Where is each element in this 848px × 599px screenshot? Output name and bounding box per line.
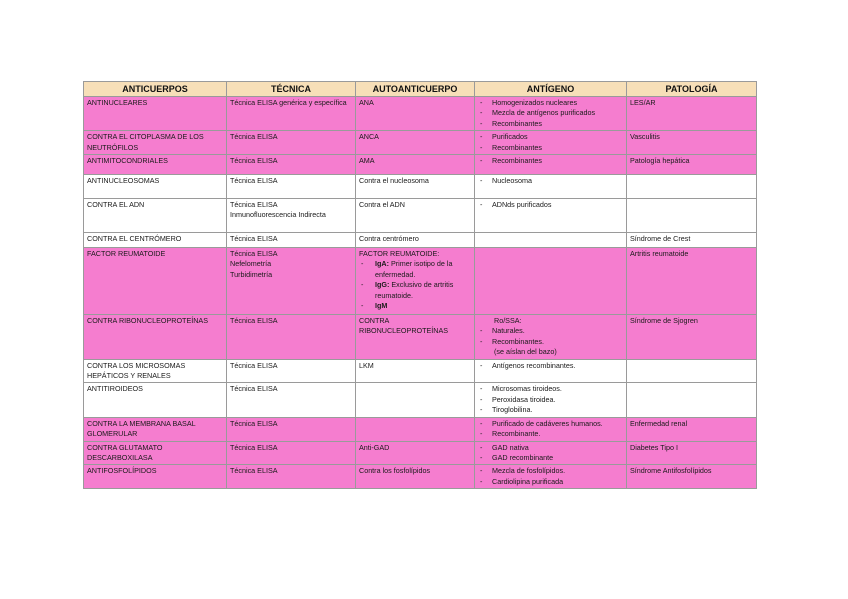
cell-autoanticuerpo: AMA — [356, 155, 475, 175]
list-item: - ADNds purificados — [478, 200, 623, 210]
cell-antigeno — [475, 359, 627, 383]
cell-patologia — [627, 175, 757, 199]
cell-patologia: Diabetes Tipo I — [627, 441, 757, 465]
cell-autoanticuerpo — [356, 383, 475, 417]
cell-anticuerpo: ANTITIROIDEOS — [84, 383, 227, 417]
list-item: - Recombinante. — [478, 429, 623, 439]
header-patologia: PATOLOGÍA — [627, 82, 757, 97]
cell-autoanticuerpo: ANCA — [356, 131, 475, 155]
cell-anticuerpo: CONTRA EL CITOPLASMA DE LOS NEUTRÓFILOS — [84, 131, 227, 155]
cell-patologia: Enfermedad renal — [627, 417, 757, 441]
cell-tecnica: Técnica ELISA — [227, 175, 356, 199]
list-item: - Mezcla de fosfolípidos. — [478, 466, 623, 476]
table-row — [84, 441, 757, 465]
cell-patologia: Síndrome de Sjogren — [627, 315, 757, 360]
list-item: - Tiroglobilina. — [478, 405, 623, 415]
cell-tecnica: Técnica ELISA — [227, 131, 356, 155]
list-item: - Cardiolipina purificada — [478, 477, 623, 487]
cell-anticuerpo: CONTRA GLUTAMATO DESCARBOXILASA — [84, 441, 227, 465]
ro-ssa-title: Ro/SSA: — [494, 316, 522, 326]
cell-tecnica: Técnica ELISA — [227, 465, 356, 489]
cell-tecnica: Técnica ELISA — [227, 315, 356, 360]
list-item: - Microsomas tiroideos. — [478, 384, 623, 394]
cell-patologia: Síndrome Antifosfolípidos — [627, 465, 757, 489]
table-row — [84, 417, 757, 441]
cell-patologia: LES/AR — [627, 97, 757, 131]
header-anticuerpos: ANTICUERPOS — [84, 82, 227, 97]
cell-autoanticuerpo: Contra centrómero — [356, 233, 475, 248]
cell-antigeno — [475, 175, 627, 199]
cell-anticuerpo: CONTRA EL ADN — [84, 199, 227, 233]
table-row — [84, 233, 757, 248]
cell-autoanticuerpo: LKM — [356, 359, 475, 383]
table-row — [84, 359, 757, 383]
header-row — [84, 82, 757, 97]
cell-autoanticuerpo: Contra el ADN — [356, 199, 475, 233]
cell-anticuerpo: ANTIMITOCONDRIALES — [84, 155, 227, 175]
table-row — [84, 97, 757, 131]
list-item: - Recombinantes — [478, 156, 623, 166]
cell-tecnica: Técnica ELISA — [227, 155, 356, 175]
cell-antigeno — [475, 441, 627, 465]
cell-tecnica: Técnica ELISA Nefelometría Turbidimetría — [227, 248, 356, 315]
cell-tecnica: Técnica ELISA — [227, 233, 356, 248]
table-row — [84, 465, 757, 489]
cell-autoanticuerpo: Contra los fosfolípidos — [356, 465, 475, 489]
cell-antigeno — [475, 383, 627, 417]
list-item: - Homogenizados nucleares — [478, 98, 623, 108]
cell-tecnica: Técnica ELISA — [227, 383, 356, 417]
cell-anticuerpo: CONTRA LA MEMBRANA BASAL GLOMERULAR — [84, 417, 227, 441]
cell-patologia: Síndrome de Crest — [627, 233, 757, 248]
table-row — [84, 155, 757, 175]
cell-patologia: Patología hepática — [627, 155, 757, 175]
list-item: - Peroxidasa tiroidea. — [478, 395, 623, 405]
header-tecnica: TÉCNICA — [227, 82, 356, 97]
list-item: - IgM — [359, 301, 471, 311]
table-row — [84, 248, 757, 315]
list-item: - Antígenos recombinantes. — [478, 361, 623, 371]
list-item: - GAD recombinante — [478, 453, 623, 463]
cell-tecnica: Técnica ELISA — [227, 441, 356, 465]
cell-anticuerpo: CONTRA RIBONUCLEOPROTEÍNAS — [84, 315, 227, 360]
rf-title: FACTOR REUMATOIDE: — [359, 249, 440, 259]
cell-anticuerpo: CONTRA LOS MICROSOMAS HEPÁTICOS Y RENALES — [84, 359, 227, 383]
list-item: - Mezcla de antígenos purificados — [478, 108, 623, 118]
cell-tecnica: Técnica ELISA Inmunofluorescencia Indirecta — [227, 199, 356, 233]
table-row — [84, 131, 757, 155]
table-row — [84, 199, 757, 233]
cell-anticuerpo: FACTOR REUMATOIDE — [84, 248, 227, 315]
cell-autoanticuerpo — [356, 248, 475, 315]
cell-antigeno — [475, 465, 627, 489]
cell-autoanticuerpo: ANA — [356, 97, 475, 131]
cell-antigeno — [475, 131, 627, 155]
cell-anticuerpo: ANTIFOSFOLÍPIDOS — [84, 465, 227, 489]
cell-anticuerpo: CONTRA EL CENTRÓMERO — [84, 233, 227, 248]
list-item: - IgA: Primer isotipo de la enfermedad. — [359, 259, 471, 280]
cell-tecnica: Técnica ELISA genérica y específica — [227, 97, 356, 131]
cell-antigeno — [475, 417, 627, 441]
cell-anticuerpo: ANTINUCLEARES — [84, 97, 227, 131]
cell-antigeno — [475, 155, 627, 175]
header-antigeno: ANTÍGENO — [475, 82, 627, 97]
cell-patologia — [627, 383, 757, 417]
list-item: - IgG: Exclusivo de artritis reumatoide. — [359, 280, 471, 301]
cell-patologia — [627, 359, 757, 383]
list-item: - Recombinantes — [478, 143, 623, 153]
list-item: - Purificados — [478, 132, 623, 142]
cell-patologia: Vasculitis — [627, 131, 757, 155]
table-row — [84, 383, 757, 417]
cell-antigeno — [475, 233, 627, 248]
cell-autoanticuerpo: Contra el nucleosoma — [356, 175, 475, 199]
list-item: - GAD nativa — [478, 443, 623, 453]
antigeno-note: (se aíslan del bazo) — [494, 347, 557, 357]
cell-antigeno — [475, 248, 627, 315]
list-item: - Nucleosoma — [478, 176, 623, 186]
cell-autoanticuerpo — [356, 417, 475, 441]
list-item: - Naturales. — [478, 326, 623, 336]
table-row — [84, 315, 757, 360]
cell-tecnica: Técnica ELISA — [227, 417, 356, 441]
cell-tecnica: Técnica ELISA — [227, 359, 356, 383]
table-row — [84, 175, 757, 199]
cell-antigeno — [475, 199, 627, 233]
cell-anticuerpo: ANTINUCLEOSOMAS — [84, 175, 227, 199]
list-item: - Purificado de cadáveres humanos. — [478, 419, 623, 429]
list-item: - Recombinantes. — [478, 337, 623, 347]
cell-autoanticuerpo: CONTRA RIBONUCLEOPROTEÍNAS — [356, 315, 475, 360]
cell-patologia — [627, 199, 757, 233]
header-autoanticuerpo: AUTOANTICUERPO — [356, 82, 475, 97]
antibody-table-sheet — [83, 81, 756, 489]
cell-patologia: Artritis reumatoide — [627, 248, 757, 315]
cell-autoanticuerpo: Anti-GAD — [356, 441, 475, 465]
list-item: - Recombinantes — [478, 119, 623, 129]
cell-antigeno — [475, 315, 627, 360]
cell-antigeno — [475, 97, 627, 131]
antibody-table — [83, 81, 757, 489]
